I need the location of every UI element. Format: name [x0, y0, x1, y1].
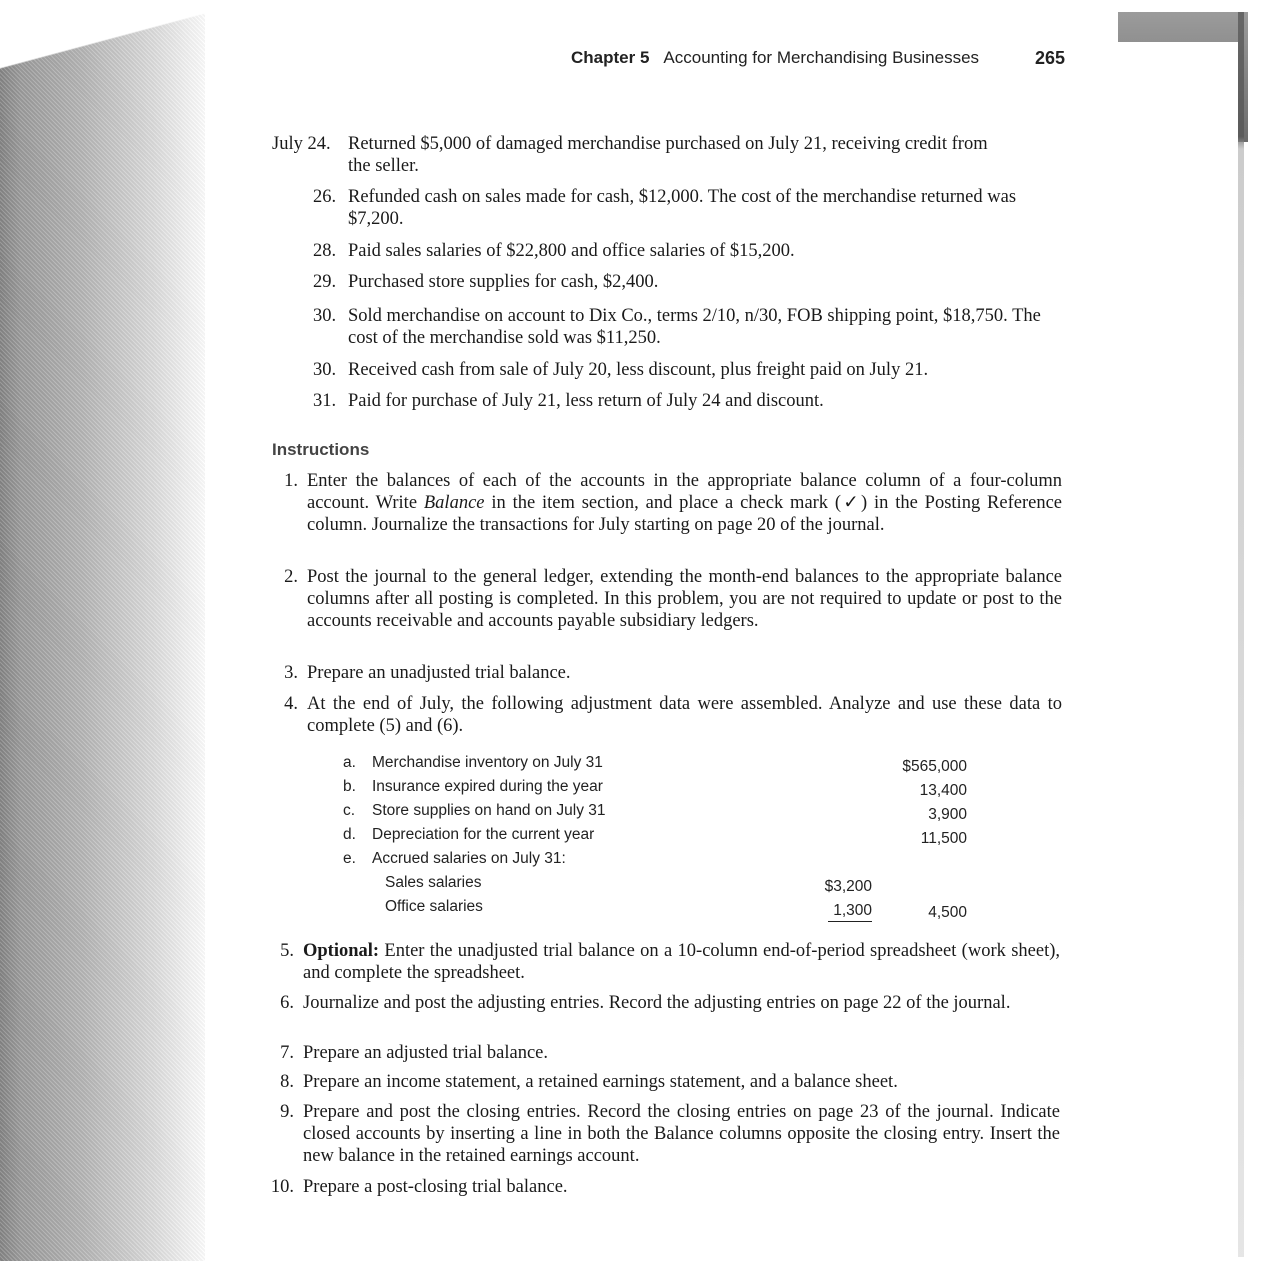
transaction-text: Paid sales salaries of $22,800 and office salaries of $15,200.	[348, 241, 795, 261]
instruction-text: Journalize and post the adjusting entries. Record the adjusting entries on page 22 of the journal.	[303, 993, 1011, 1013]
instruction-number: 10.	[270, 1177, 294, 1197]
scan-page-edge-right	[1238, 12, 1244, 1257]
adjustment-sublabel: Office salaries	[385, 898, 483, 915]
instruction-number: 1.	[284, 471, 298, 491]
adjustment-label: Depreciation for the current year	[372, 826, 595, 843]
adjustment-label: Accrued salaries on July 31:	[372, 850, 566, 867]
instruction-number: 7.	[280, 1043, 294, 1063]
adjustment-letter: d.	[343, 826, 356, 843]
instruction-bold-term: Optional:	[303, 941, 380, 961]
transaction-date: July 24.	[272, 134, 331, 154]
transaction-text: Received cash from sale of July 20, less discount, plus freight paid on July 21.	[348, 360, 929, 380]
chapter-title: Accounting for Merchandising Businesses	[663, 48, 980, 67]
adjustment-amount: 11,500	[920, 830, 967, 847]
instruction-text	[307, 470, 1062, 536]
instruction-text: Prepare an income statement, a retained earnings statement, and a balance sheet.	[303, 1072, 898, 1092]
page-number: 265	[1035, 48, 1066, 68]
chapter-label: Chapter 5	[571, 48, 650, 67]
adjustment-total: 4,500	[928, 904, 967, 921]
adjustment-label: Merchandise inventory on July 31	[372, 754, 603, 771]
transaction-date: 29.	[313, 272, 337, 292]
instruction-text-part: in the item section, and place a check mark (✓) in the Posting Reference column. Journalize the transactions for July starting on page 20 of the journal.	[307, 493, 1062, 535]
adjustment-amount: 3,900	[928, 806, 967, 823]
transaction-text: Purchased store supplies for cash, $2,400.	[348, 272, 659, 292]
transaction-text: Sold merchandise on account to Dix Co., terms 2/10, n/30, FOB shipping point, $18,750. The cost of the merchandise sold was $11,250.	[348, 306, 1041, 348]
adjustment-amount: $565,000	[902, 758, 967, 775]
scan-shadow-right-corner	[1118, 12, 1248, 142]
adjustment-sublabel: Sales salaries	[385, 874, 482, 891]
transaction-date: 30.	[313, 306, 337, 326]
scan-page-corner	[0, 0, 300, 70]
page-header	[571, 48, 1071, 74]
instruction-number: 4.	[284, 694, 298, 714]
instruction-text-part: Enter the unadjusted trial balance on a 10-column end-of-period spreadsheet (work sheet), and complete the spreadsheet.	[303, 941, 1060, 983]
adjustment-amount: 13,400	[919, 782, 967, 799]
scan-shadow-left	[0, 0, 205, 1261]
adjustment-label: Insurance expired during the year	[372, 778, 603, 795]
instruction-number: 6.	[280, 993, 294, 1013]
transaction-text: Paid for purchase of July 21, less return of July 24 and discount.	[348, 391, 824, 411]
transaction-date: 31.	[313, 391, 337, 411]
instruction-text: Prepare an adjusted trial balance.	[303, 1043, 549, 1063]
adjustment-label: Store supplies on hand on July 31	[372, 802, 606, 819]
instruction-text: Prepare an unadjusted trial balance.	[307, 663, 571, 683]
transaction-text: Refunded cash on sales made for cash, $12,000. The cost of the merchandise returned was $7,200.	[348, 187, 1017, 229]
adjustment-subamount: $3,200	[824, 878, 872, 895]
transaction-date: 30.	[313, 360, 337, 380]
instruction-number: 5.	[280, 941, 294, 961]
instruction-number: 3.	[284, 663, 298, 683]
instruction-text	[303, 940, 1060, 984]
instruction-text-part: Enter the balances of each of the accounts in the appropriate balance column of a four-column account. Write	[307, 471, 1062, 513]
adjustment-subamount: 1,300	[828, 902, 872, 922]
adjustment-letter: e.	[343, 850, 356, 867]
instructions-heading: Instructions	[272, 440, 370, 459]
instruction-number: 9.	[280, 1102, 294, 1122]
instruction-number: 8.	[280, 1072, 294, 1092]
instruction-number: 2.	[284, 567, 298, 587]
instruction-text: Prepare a post-closing trial balance.	[303, 1177, 568, 1197]
adjustment-letter: a.	[343, 754, 356, 771]
transaction-date: 28.	[313, 241, 337, 261]
adjustment-letter: c.	[343, 802, 356, 819]
transaction-date: 26.	[313, 187, 337, 207]
instruction-text: Prepare and post the closing entries. Record the closing entries on page 23 of the journal. Indicate closed accounts by inserting a line in both the Balance columns opposite the closing entry. Insert the new balance in the retained earnings account.	[303, 1102, 1060, 1166]
instruction-text: Post the journal to the general ledger, extending the month-end balances to the appropriate balance columns after all posting is completed. In this problem, you are not required to update or post to the accounts receivable and accounts payable subsidiary ledgers.	[307, 567, 1062, 631]
instruction-text: At the end of July, the following adjustment data were assembled. Analyze and use these data to complete (5) and (6).	[307, 694, 1062, 736]
adjustment-letter: b.	[343, 778, 356, 795]
instruction-italic-term: Balance	[423, 493, 485, 513]
transaction-text: Returned $5,000 of damaged merchandise purchased on July 21, receiving credit from the seller.	[348, 134, 988, 176]
